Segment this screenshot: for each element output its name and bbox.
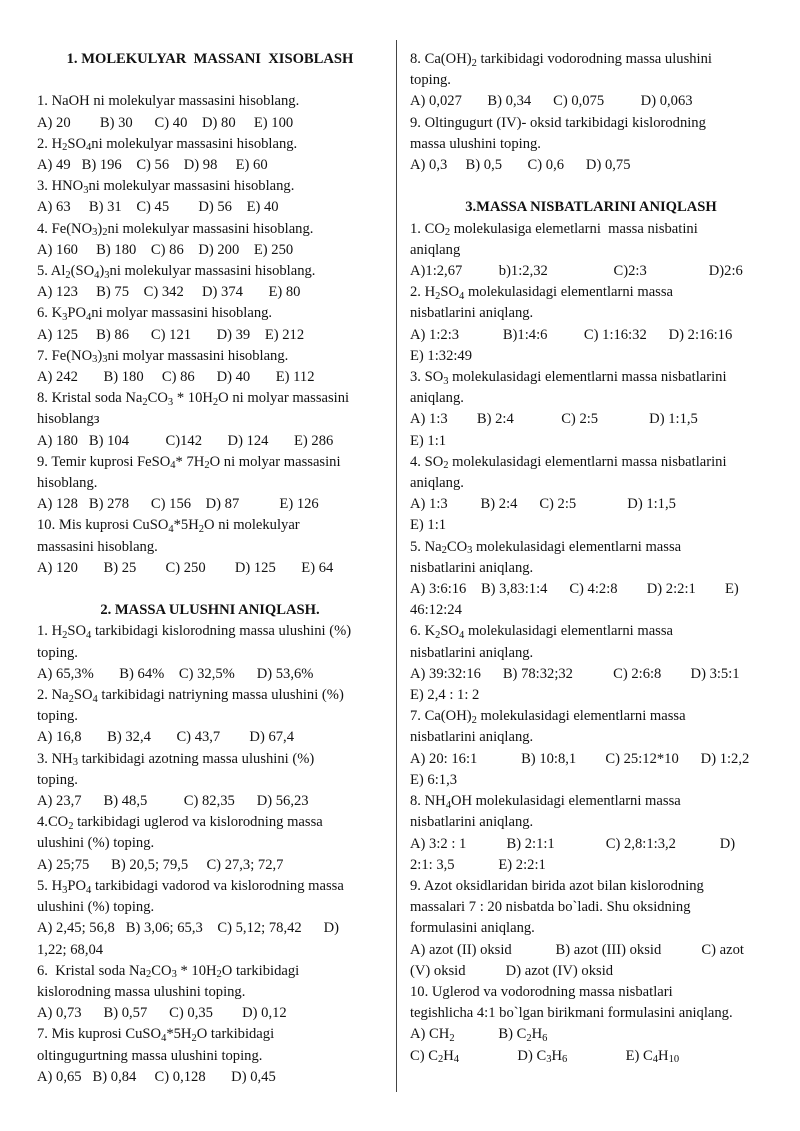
- text-line: hisoblangз: [37, 411, 100, 428]
- text-line: 8. $Ca(OH)_2$ tarkibidagi vodorodning massa ulushini: [410, 51, 712, 69]
- text-line: massa ulushini toping.: [410, 135, 541, 152]
- text-line: A) 0,3 B) 0,5 C) 0,6 D) 0,75: [410, 157, 631, 174]
- right-column: [410, 49, 772, 1067]
- text-line: nisbatlarini aniqlang.: [410, 644, 534, 661]
- text-line: E) 2,4 : 1: 2: [410, 687, 480, 704]
- text-line: kislorodning massa ulushini toping.: [37, 983, 246, 1000]
- text-line: A) 123 B) 75 C) 342 D) 374 E) 80: [37, 284, 301, 301]
- text-line: aniqlang: [410, 241, 461, 258]
- text-line: nisbatlarini aniqlang.: [410, 814, 534, 831]
- left-column: [37, 49, 383, 1088]
- text-line: E) 1:1: [410, 517, 447, 534]
- text-line: A) 0,65 B) 0,84 C) 0,128 D) 0,45: [37, 1068, 276, 1085]
- text-line: 2. $H_2SO_4$ molekulasidagi elementlarni massa: [410, 284, 674, 302]
- text-line: A) 125 B) 86 C) 121 D) 39 E) 212: [37, 326, 305, 343]
- text-line: 1,22; 68,04: [37, 941, 104, 958]
- text-line: 10. Uglerod va vodorodning massa nisbatlari: [410, 983, 673, 1000]
- text-line: 4. $SO_2$ molekulasidagi elementlarni massa nisbatlarini: [410, 453, 727, 472]
- section-heading: 2. MASSA ULUSHNI ANIQLASH.: [100, 602, 320, 619]
- text-line: 3. $SO_3$ molekulasidagi elementlarni massa nisbatlarini: [410, 369, 727, 387]
- blank-line: [410, 176, 772, 197]
- text-line: aniqlang.: [410, 475, 464, 492]
- text-line: massasini hisoblang.: [37, 538, 158, 555]
- text-line: A) 1:3 B) 2:4 C) 2:5 D) 1:1,5: [410, 411, 698, 428]
- text-line: 9. Azot oksidlaridan birida azot bilan kislorodning: [410, 877, 704, 894]
- text-line: aniqlang.: [410, 390, 464, 407]
- text-line: 2. $H_2SO_4ni$ molekulyar massasini hisoblang.: [37, 135, 298, 154]
- text-line: 4. $Fe(NO_3)_2ni$ molekulyar massasini hisoblang.: [37, 220, 314, 239]
- text-line: A) 0,027 B) 0,34 C) 0,075 D) 0,063: [410, 93, 693, 110]
- text-line: 46:12:24: [410, 602, 462, 619]
- section-heading: 3.MASSA NISBATLARINI ANIQLASH: [465, 199, 717, 216]
- text-line: A) 2,45; 56,8 B) 3,06; 65,3 C) 5,12; 78,42 D): [37, 920, 340, 937]
- text-line: 5. $Al_2(SO_4)_3ni$ molekulyar massasini hisoblang.: [37, 263, 316, 281]
- text-line: A) 0,73 B) 0,57 C) 0,35 D) 0,12: [37, 1005, 287, 1022]
- text-line: nisbatlarini aniqlang.: [410, 729, 534, 746]
- text-line: A) 20 B) 30 C) 40 D) 80 E) 100: [37, 114, 294, 131]
- text-line: A) 25;75 B) 20,5; 79,5 C) 27,3; 72,7: [37, 856, 284, 873]
- text-line: 6. $K_2SO_4$ molekulasidagi elementlarni massa: [410, 623, 674, 642]
- text-line: A) 65,3% B) 64% C) 32,5% D) 53,6%: [37, 665, 314, 682]
- text-line: 1. $H_2SO_4$ tarkibidagi kislorodning massa ulushini (%): [37, 623, 352, 642]
- text-line: $4.CO_2$ tarkibidagi uglerod va kislorodning massa: [37, 814, 323, 832]
- text-line: A) 20: 16:1 B) 10:8,1 C) 25:12*10 D) 1:2,2: [410, 750, 750, 767]
- text-line: (V) oksid D) azot (IV) oksid: [410, 962, 614, 979]
- text-line: hisoblang.: [37, 475, 98, 492]
- text-line: A) 160 B) 180 C) 86 D) 200 E) 250: [37, 241, 294, 258]
- text-line: 5. $Na_2CO_3$ molekulasidagi elementlarni massa: [410, 538, 682, 557]
- text-line: ulushini (%) toping.: [37, 899, 155, 916]
- text-line: 6. $K_3PO_4ni$ molyar massasini hisoblang.: [37, 305, 273, 324]
- text-line: nisbatlarini aniqlang.: [410, 559, 534, 576]
- text-line: ulushini (%) toping.: [37, 835, 155, 852]
- text-line: E) 1:32:49: [410, 347, 473, 364]
- column-divider: [396, 40, 397, 1092]
- text-line: 7. $Ca(OH)_2$ molekulasidagi elementlarni massa: [410, 708, 686, 726]
- text-line: toping.: [410, 72, 451, 89]
- text-line: 6. Kristal soda $Na_2CO_3 * 10H_2O$ tarkibidagi: [37, 962, 300, 981]
- text-line: 1. $CO_2$ molekulasiga elemetlarni massa nisbatini: [410, 220, 698, 239]
- text-line: toping.: [37, 708, 78, 725]
- text-line: A) 39:32:16 B) 78:32;32 C) 2:6:8 D) 3:5:1: [410, 665, 740, 682]
- section-heading: 1. MOLEKULYAR MASSANI XISOBLASH: [66, 51, 354, 67]
- text-line: 8. Kristal soda $Na_2CO_3 * 10H_2O$ ni molyar massasini: [37, 390, 350, 408]
- text-line: toping.: [37, 771, 78, 788]
- text-line: 3. $NH_3$ tarkibidagi azotning massa ulushini (%): [37, 750, 315, 769]
- text-line: 2:1: 3,5 E) 2:2:1: [410, 856, 546, 873]
- text-line: 1. NaOH ni molekulyar massasini hisoblang.: [37, 93, 300, 110]
- text-line: nisbatlarini aniqlang.: [410, 305, 534, 322]
- text-line: 7. Mis kuprosi $CuSO_4*5H_2O$ tarkibidagi: [37, 1026, 275, 1044]
- text-line: A) 242 B) 180 C) 86 D) 40 E) 112: [37, 369, 315, 386]
- text-line: massalari 7 : 20 nisbatda bo`ladi. Shu oksidning: [410, 899, 691, 916]
- text-line: A) 63 B) 31 C) 45 D) 56 E) 40: [37, 199, 279, 216]
- text-line: A) 1:2:3 B)1:4:6 C) 1:16:32 D) 2:16:16: [410, 326, 733, 343]
- text-line: toping.: [37, 644, 78, 661]
- text-line: A) 49 B) 196 C) 56 D) 98 E) 60: [37, 157, 268, 173]
- text-line: A) 120 B) 25 C) 250 D) 125 E) 64: [37, 559, 334, 576]
- text-line: A) 16,8 B) 32,4 C) 43,7 D) 67,4: [37, 729, 295, 746]
- text-line: C) $C_2H_4$ D) $C_3H_6$ E) $C_4H_{10}$: [410, 1047, 680, 1066]
- text-line: A) 3:6:16 B) 3,83:1:4 C) 4:2:8 D) 2:2:1 E): [410, 581, 739, 598]
- text-line: formulasini aniqlang.: [410, 920, 535, 937]
- text-line: A)1:2,67 b)1:2,32 C)2:3 D)2:6: [410, 263, 743, 280]
- text-line: E) 6:1,3: [410, 771, 458, 788]
- text-line: 7. $Fe(NO_3)_3ni$ molyar massasini hisoblang.: [37, 347, 289, 366]
- text-line: tegishlicha 4:1 bo`lgan birikmani formulasini aniqlang.: [410, 1005, 733, 1022]
- text-line: A) azot (II) oksid B) azot (III) oksid C) azot: [410, 941, 744, 958]
- blank-line: [37, 579, 383, 600]
- text-line: 8. $NH_4OH$ molekulasidagi elementlarni massa: [410, 793, 681, 811]
- text-line: 5. $H_3PO_4$ tarkibidagi vadorod va kislorodning massa: [37, 877, 344, 896]
- text-line: A) $CH_2$ B) $C_2H_6$: [410, 1026, 548, 1044]
- text-line: A) 3:2 : 1 B) 2:1:1 C) 2,8:1:3,2 D): [410, 835, 736, 852]
- text-line: A) 23,7 B) 48,5 C) 82,35 D) 56,23: [37, 793, 309, 810]
- text-line: A) 128 B) 278 C) 156 D) 87 E) 126: [37, 496, 319, 513]
- blank-line: [37, 70, 383, 91]
- text-line: 9. Temir kuprosi FeSO$_4$* $7H_2O$ ni molyar massasini: [37, 453, 341, 472]
- text-line: oltingugurtning massa ulushini toping.: [37, 1047, 263, 1064]
- text-line: 3. $HNO_3ni$ molekulyar massasini hisoblang.: [37, 178, 295, 196]
- text-line: 10. Mis kuprosi $CuSO_4*5H_2O$ ni molekulyar: [37, 517, 300, 536]
- text-line: A) 180 B) 104 C)142 D) 124 E) 286: [37, 432, 334, 449]
- text-line: 9. Oltingugurt (IV)- oksid tarkibidagi kislorodning: [410, 114, 706, 131]
- text-line: A) 1:3 B) 2:4 C) 2:5 D) 1:1,5: [410, 496, 676, 513]
- text-line: E) 1:1: [410, 432, 447, 449]
- text-line: 2. $Na_2SO_4$ tarkibidagi natriyning massa ulushini (%): [37, 687, 344, 705]
